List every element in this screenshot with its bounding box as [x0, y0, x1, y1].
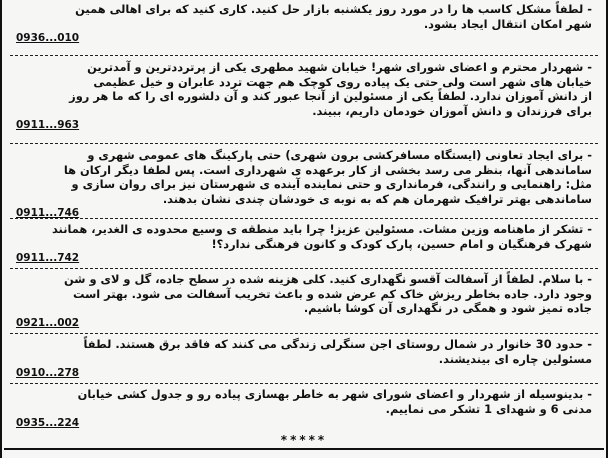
message-line: از دانش آموزان ندارد. لطفاً یکی از مسئولین از آنجا عبور کند و آن دلشوره ای را که ما هر روز — [69, 89, 592, 103]
message-line: ساماندهی آنها، بنظر می رسد بخشی از کار برعهده ی شهرداری است. پس لطفا دیگر ارکان ها — [63, 162, 592, 177]
message-line: شهر امکان انتقال ایجاد بشود. — [423, 16, 592, 31]
phone-code: 0910...278 — [16, 367, 80, 379]
divider — [10, 218, 598, 219]
phone-code: 0911...742 — [16, 252, 80, 264]
message-line: مدنی 6 و شهدای 1 تشکر می نماییم. — [385, 401, 592, 416]
message-line: جاده تمیز شود و همگی در نگهداری آن کوشا باشیم. — [303, 301, 592, 315]
message-line: - بدینوسیله از شهردار و اعضای شورای شهر به خاطر بهسازی پیاده رو و جدول کشی خیابان — [77, 387, 592, 401]
message-line: ساماندهی بهتر ترافیک شهرمان هم که به نوبه ی خودشان چندی نشان بدهند. — [162, 191, 592, 206]
divider — [10, 383, 598, 384]
message-line: مثل: راهنمایی و رانندگی، فرمانداری و حتی نماینده آینده ی شهرستان نیز برای روان سازی و — [71, 177, 592, 191]
message-line: - برای ایجاد تعاونی (ایستگاه مسافرکشی برون شهری) حتی پارکینگ های عمومی شهری و — [87, 148, 592, 162]
divider — [10, 333, 598, 334]
message-line: - لطفاً مشکل کاسب ها را در مورد روز یکشنبه بازار حل کنید. کاری کنید که برای اهالی همین — [75, 2, 592, 16]
phone-code: 0935...224 — [16, 417, 80, 429]
phone-code: 0936...010 — [16, 32, 80, 44]
message-line: خیابان های شهر است ولی حتی یک پیاده روی کوچک هم جهت تردد عابران و خیل عظیمی — [93, 74, 592, 89]
message-line: - تشکر از ماهنامه وزین مشات. مسئولین عزیز! چرا باید منطقه ی وسیع محدوده ی الغدیر، همانند — [51, 222, 592, 236]
divider — [10, 143, 598, 144]
phone-code: 0921...002 — [16, 316, 80, 329]
divider — [10, 268, 598, 269]
message-line: - شهردار محترم و اعضای شورای شهر! خیابان شهید مطهری یکی از پرترددترین و آمدترین — [87, 60, 592, 74]
list-item — [16, 148, 592, 220]
list-item — [16, 337, 592, 380]
message-line: مسئولین چاره ای بیندیشند. — [438, 351, 592, 366]
list-item — [16, 2, 592, 45]
message-line: وجود دارد. جاده بخاطر ریزش خاک کم عرض شده و باعث تخریب آسفالت می شود. بهتر است — [73, 286, 592, 301]
message-line: برای فرزندان و دانش آموزان خودمان داریم، ببیند. — [312, 103, 592, 118]
end-marks: ***** — [280, 433, 328, 447]
divider — [10, 55, 598, 56]
list-item — [16, 222, 592, 265]
message-line: - با سلام. لطفاً از آسفالت آقسو نگهداری کنید. کلی هزینه شده در سطح جاده، گل و لای و شن — [64, 272, 592, 286]
message-line: - حدود 30 خانوار در شمال روستای اجن سنگرلی زندگی می کنند که فاقد برق هستند. لطفاً — [83, 337, 592, 351]
message-line: شهرک فرهنگیان و امام حسین، پارک کودک و کانون فرهنگی ندارد؟! — [211, 236, 592, 251]
bottom-rule — [4, 448, 604, 450]
list-item — [16, 60, 592, 132]
phone-code: 0911...746 — [16, 207, 80, 219]
phone-code: 0911...963 — [16, 119, 80, 131]
list-item — [16, 272, 592, 330]
list-item — [16, 387, 592, 430]
